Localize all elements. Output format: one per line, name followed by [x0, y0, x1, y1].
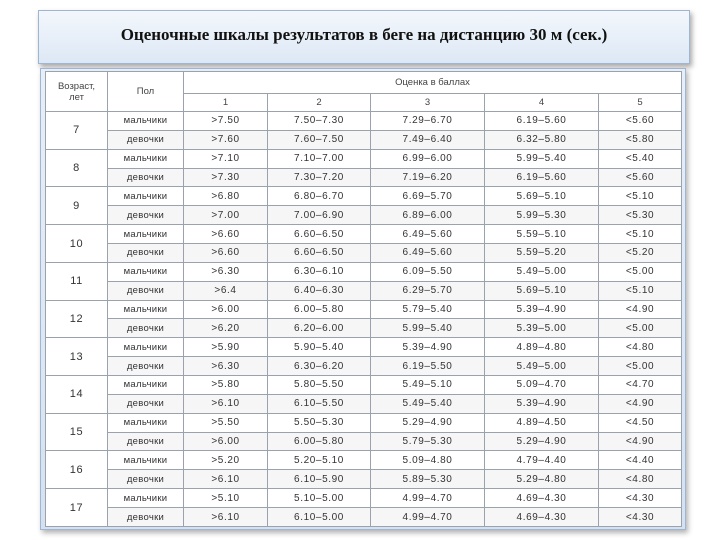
header-row-top — [46, 72, 682, 94]
score-cell-3: 6.99–6.00 — [371, 149, 485, 168]
score-cell-1: >6.10 — [184, 508, 268, 527]
score-cell-5: <5.10 — [599, 225, 682, 244]
score-cell-1: >6.10 — [184, 394, 268, 413]
score-cell-4: 4.89–4.80 — [485, 338, 599, 357]
table-row — [46, 357, 682, 376]
table-row — [46, 149, 682, 168]
table-row — [46, 300, 682, 319]
score-cell-5: <5.00 — [599, 262, 682, 281]
score-cell-5: <5.10 — [599, 281, 682, 300]
score-cell-1: >7.00 — [184, 206, 268, 225]
score-cell-3: 7.19–6.20 — [371, 168, 485, 187]
gender-cell: девочки — [108, 470, 184, 489]
age-cell: 10 — [46, 225, 108, 263]
score-cell-4: 5.39–4.90 — [485, 300, 599, 319]
age-cell: 9 — [46, 187, 108, 225]
score-cell-2: 7.10–7.00 — [268, 149, 371, 168]
score-cell-5: <4.80 — [599, 338, 682, 357]
score-table — [45, 71, 682, 527]
score-cell-2: 6.10–5.50 — [268, 394, 371, 413]
gender-cell: девочки — [108, 432, 184, 451]
score-cell-1: >6.4 — [184, 281, 268, 300]
gender-header: Пол — [108, 72, 184, 112]
age-header-line2: лет — [69, 91, 84, 103]
score-cell-1: >7.10 — [184, 149, 268, 168]
gender-cell: мальчики — [108, 300, 184, 319]
score-cell-1: >5.80 — [184, 376, 268, 395]
score-group-header: Оценка в баллах — [184, 72, 682, 94]
table-row — [46, 206, 682, 225]
score-cell-3: 5.99–5.40 — [371, 319, 485, 338]
table-body — [46, 112, 682, 527]
score-cell-5: <4.90 — [599, 300, 682, 319]
age-cell: 8 — [46, 149, 108, 187]
score-cell-3: 6.09–5.50 — [371, 262, 485, 281]
score-header-2: 2 — [268, 94, 371, 112]
table-row — [46, 394, 682, 413]
score-cell-5: <5.80 — [599, 130, 682, 149]
gender-cell: девочки — [108, 508, 184, 527]
page-title: Оценочные шкалы результатов в беге на дистанцию 30 м (сек.) — [120, 25, 608, 44]
gender-cell: мальчики — [108, 149, 184, 168]
score-cell-1: >6.80 — [184, 187, 268, 206]
score-cell-4: 6.19–5.60 — [485, 168, 599, 187]
score-cell-3: 7.49–6.40 — [371, 130, 485, 149]
score-cell-5: <5.00 — [599, 319, 682, 338]
table-row — [46, 338, 682, 357]
score-cell-2: 6.10–5.90 — [268, 470, 371, 489]
table-row — [46, 470, 682, 489]
score-cell-4: 5.69–5.10 — [485, 187, 599, 206]
score-cell-1: >6.20 — [184, 319, 268, 338]
score-header-4: 4 — [485, 94, 599, 112]
score-header-1: 1 — [184, 94, 268, 112]
score-cell-3: 6.89–6.00 — [371, 206, 485, 225]
score-cell-2: 6.00–5.80 — [268, 300, 371, 319]
score-cell-3: 6.69–5.70 — [371, 187, 485, 206]
score-cell-2: 6.60–6.50 — [268, 225, 371, 244]
score-cell-2: 7.50–7.30 — [268, 112, 371, 131]
score-cell-2: 6.00–5.80 — [268, 432, 371, 451]
score-cell-1: >6.60 — [184, 225, 268, 244]
score-cell-1: >6.10 — [184, 470, 268, 489]
table-row — [46, 168, 682, 187]
score-cell-4: 5.09–4.70 — [485, 376, 599, 395]
gender-cell: мальчики — [108, 225, 184, 244]
gender-cell: девочки — [108, 281, 184, 300]
score-cell-5: <5.20 — [599, 244, 682, 263]
score-cell-5: <5.60 — [599, 168, 682, 187]
gender-cell: девочки — [108, 168, 184, 187]
score-cell-4: 4.69–4.30 — [485, 508, 599, 527]
gender-cell: мальчики — [108, 187, 184, 206]
score-cell-3: 4.99–4.70 — [371, 489, 485, 508]
score-cell-5: <5.40 — [599, 149, 682, 168]
title-box — [38, 10, 690, 64]
score-cell-4: 5.99–5.40 — [485, 149, 599, 168]
score-cell-3: 5.89–5.30 — [371, 470, 485, 489]
score-cell-3: 5.29–4.90 — [371, 413, 485, 432]
score-cell-1: >5.90 — [184, 338, 268, 357]
gender-cell: мальчики — [108, 112, 184, 131]
score-cell-2: 7.30–7.20 — [268, 168, 371, 187]
score-cell-3: 5.49–5.40 — [371, 394, 485, 413]
score-cell-5: <5.30 — [599, 206, 682, 225]
score-cell-3: 7.29–6.70 — [371, 112, 485, 131]
score-cell-5: <4.90 — [599, 432, 682, 451]
age-cell: 16 — [46, 451, 108, 489]
table-row — [46, 319, 682, 338]
age-header-line1: Возраст, — [57, 80, 96, 92]
score-cell-2: 6.60–6.50 — [268, 244, 371, 263]
score-cell-2: 5.90–5.40 — [268, 338, 371, 357]
table-row — [46, 187, 682, 206]
gender-cell: девочки — [108, 319, 184, 338]
score-cell-2: 7.00–6.90 — [268, 206, 371, 225]
gender-cell: мальчики — [108, 376, 184, 395]
score-cell-2: 5.50–5.30 — [268, 413, 371, 432]
table-row — [46, 432, 682, 451]
score-cell-3: 6.49–5.60 — [371, 225, 485, 244]
gender-cell: мальчики — [108, 413, 184, 432]
score-cell-5: <4.30 — [599, 489, 682, 508]
score-cell-3: 5.39–4.90 — [371, 338, 485, 357]
score-cell-4: 5.59–5.10 — [485, 225, 599, 244]
score-cell-2: 5.80–5.50 — [268, 376, 371, 395]
score-cell-4: 5.99–5.30 — [485, 206, 599, 225]
age-cell: 7 — [46, 112, 108, 150]
age-cell: 17 — [46, 489, 108, 527]
score-cell-4: 4.79–4.40 — [485, 451, 599, 470]
gender-cell: девочки — [108, 357, 184, 376]
score-cell-4: 5.49–5.00 — [485, 357, 599, 376]
score-cell-1: >5.50 — [184, 413, 268, 432]
score-cell-3: 5.79–5.30 — [371, 432, 485, 451]
score-cell-3: 5.09–4.80 — [371, 451, 485, 470]
score-cell-5: <4.30 — [599, 508, 682, 527]
table-row — [46, 262, 682, 281]
score-cell-5: <4.90 — [599, 394, 682, 413]
table-row — [46, 489, 682, 508]
gender-cell: мальчики — [108, 338, 184, 357]
gender-cell: мальчики — [108, 489, 184, 508]
table-row — [46, 130, 682, 149]
gender-cell: мальчики — [108, 262, 184, 281]
score-cell-3: 5.79–5.40 — [371, 300, 485, 319]
score-cell-1: >7.30 — [184, 168, 268, 187]
score-cell-1: >5.10 — [184, 489, 268, 508]
score-cell-1: >6.60 — [184, 244, 268, 263]
gender-cell: девочки — [108, 130, 184, 149]
table-row — [46, 225, 682, 244]
score-cell-3: 6.49–5.60 — [371, 244, 485, 263]
gender-cell: девочки — [108, 206, 184, 225]
score-cell-2: 7.60–7.50 — [268, 130, 371, 149]
score-cell-4: 4.89–4.50 — [485, 413, 599, 432]
age-cell: 13 — [46, 338, 108, 376]
score-cell-4: 5.39–4.90 — [485, 394, 599, 413]
gender-cell: девочки — [108, 244, 184, 263]
score-cell-2: 6.10–5.00 — [268, 508, 371, 527]
score-cell-4: 5.39–5.00 — [485, 319, 599, 338]
age-cell: 11 — [46, 262, 108, 300]
score-cell-4: 5.59–5.20 — [485, 244, 599, 263]
score-cell-1: >6.30 — [184, 357, 268, 376]
score-cell-4: 5.29–4.80 — [485, 470, 599, 489]
table-panel — [40, 68, 686, 530]
score-cell-4: 5.29–4.90 — [485, 432, 599, 451]
table-row — [46, 112, 682, 131]
age-cell: 14 — [46, 376, 108, 414]
score-cell-1: >7.60 — [184, 130, 268, 149]
score-header-3: 3 — [371, 94, 485, 112]
score-cell-5: <4.50 — [599, 413, 682, 432]
score-cell-2: 6.40–6.30 — [268, 281, 371, 300]
score-cell-3: 5.49–5.10 — [371, 376, 485, 395]
score-header-5: 5 — [599, 94, 682, 112]
score-cell-4: 5.49–5.00 — [485, 262, 599, 281]
score-cell-2: 6.20–6.00 — [268, 319, 371, 338]
score-cell-1: >7.50 — [184, 112, 268, 131]
score-cell-5: <4.80 — [599, 470, 682, 489]
score-cell-2: 6.30–6.10 — [268, 262, 371, 281]
score-cell-3: 6.29–5.70 — [371, 281, 485, 300]
table-row — [46, 508, 682, 527]
score-cell-5: <4.40 — [599, 451, 682, 470]
score-cell-5: <5.10 — [599, 187, 682, 206]
score-cell-1: >6.00 — [184, 300, 268, 319]
table-row — [46, 376, 682, 395]
age-cell: 12 — [46, 300, 108, 338]
age-header — [46, 72, 108, 112]
score-cell-2: 6.30–6.20 — [268, 357, 371, 376]
table-row — [46, 244, 682, 263]
score-cell-2: 6.80–6.70 — [268, 187, 371, 206]
score-cell-5: <5.60 — [599, 112, 682, 131]
score-cell-5: <5.00 — [599, 357, 682, 376]
score-cell-3: 4.99–4.70 — [371, 508, 485, 527]
table-row — [46, 281, 682, 300]
score-cell-3: 6.19–5.50 — [371, 357, 485, 376]
score-cell-1: >5.20 — [184, 451, 268, 470]
score-cell-4: 4.69–4.30 — [485, 489, 599, 508]
score-cell-1: >6.00 — [184, 432, 268, 451]
score-cell-2: 5.20–5.10 — [268, 451, 371, 470]
gender-cell: мальчики — [108, 451, 184, 470]
gender-cell: девочки — [108, 394, 184, 413]
score-cell-5: <4.70 — [599, 376, 682, 395]
score-cell-4: 6.32–5.80 — [485, 130, 599, 149]
score-cell-1: >6.30 — [184, 262, 268, 281]
score-cell-4: 5.69–5.10 — [485, 281, 599, 300]
score-cell-4: 6.19–5.60 — [485, 112, 599, 131]
table-row — [46, 413, 682, 432]
score-cell-2: 5.10–5.00 — [268, 489, 371, 508]
table-row — [46, 451, 682, 470]
age-cell: 15 — [46, 413, 108, 451]
